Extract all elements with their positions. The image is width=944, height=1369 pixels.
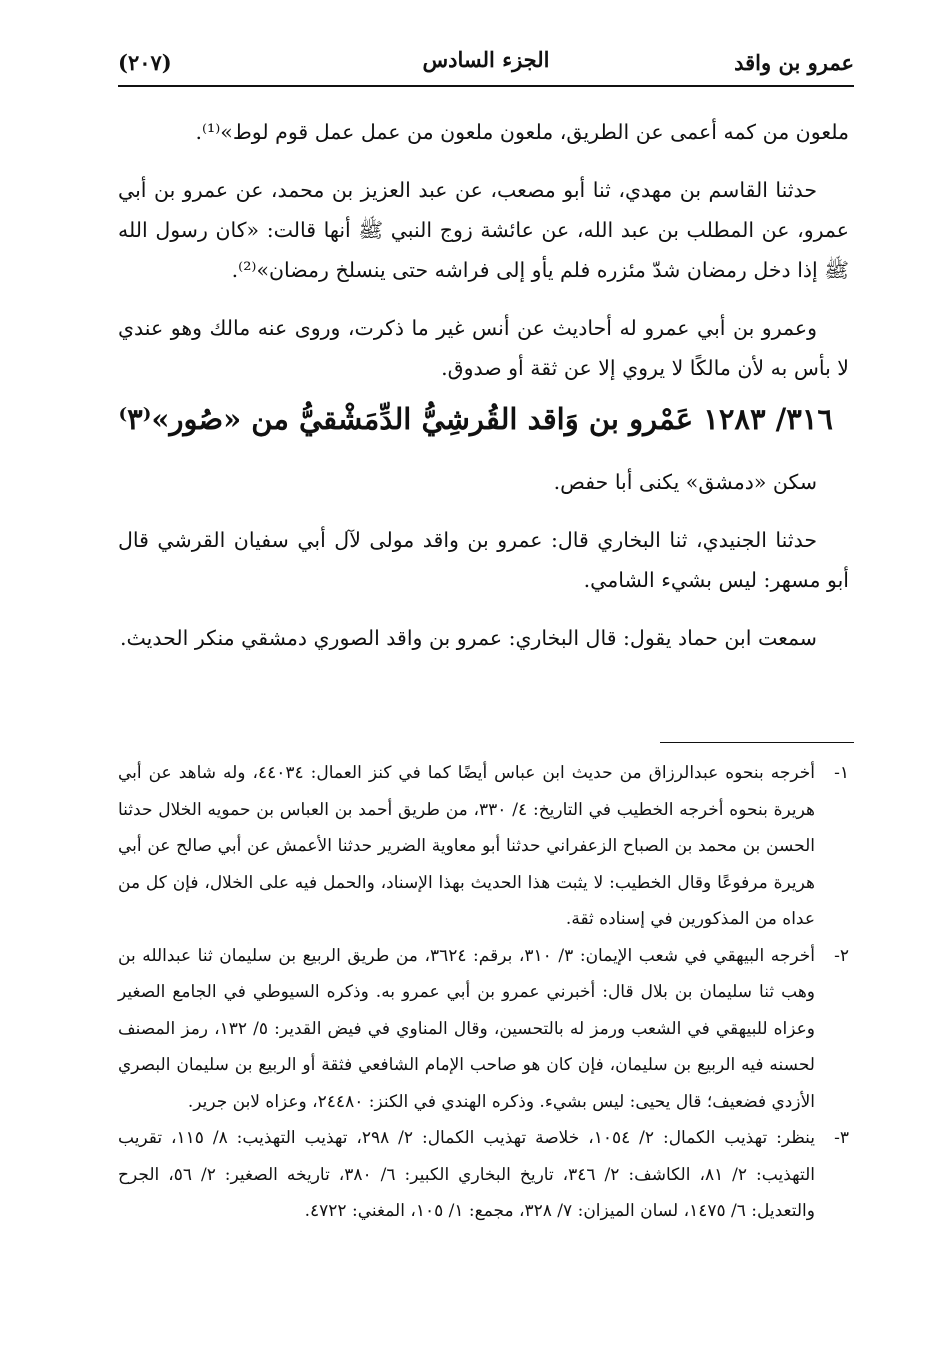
entry-heading: ٣١٦/ ١٢٨٣ عَمْرو بن وَاقد القُرشِيُّ الدِّمَشْقيُّ من «صُور»⁽٣⁾: [118, 402, 833, 436]
running-title: عمرو بن واقد: [734, 50, 854, 75]
paragraph: وعمرو بن أبي عمرو له أحاديث عن أنس غير ما ذكرت، وروى عنه مالك وهو عندي لا بأس به لأن مالكًا لا يروي إلا عن ثقة أو صدوق.: [118, 316, 849, 380]
header-divider: [118, 85, 854, 87]
paragraph: حدثنا القاسم بن مهدي، ثنا أبو مصعب، عن عبد العزيز بن محمد، عن عمرو بن أبي عمرو، عن المطلب بن عبد الله، عن عائشة زوج النبي ﷺ أنها قالت: «كان رسول الله ﷺ إذا دخل رمضان شدّ مئزره فلم يأو إلى فراشه حتى ينسلخ رمضان»⁽²⁾.: [118, 178, 849, 282]
page-number: (٢٠٧): [118, 50, 172, 75]
main-text: [118, 112, 849, 676]
footnote-text: أخرجه بنحوه عبدالرزاق من حديث ابن عباس أيضًا كما في كنز العمال: ٤٤٠٣٤، وله شاهد عن أبي هريرة بنحوه أخرجه الخطيب في التاريخ: ٤/ ٣٣٠، من طريق أحمد بن العباس بن حمويه الخلال حدثنا الحسن بن محمد بن الصباح الزعفراني حدثنا أبو معاوية الضرير حدثنا الأعمش عن أبي صالح عن أبي هريرة مرفوعًا وقال الخطيب: لا يثبت هذا الحديث بهذا الإسناد، والحمل فيه على الخلال، فإن كل من عداه من المذكورين في إسناده ثقة.: [118, 763, 815, 929]
footnote-number: ٢-: [834, 945, 849, 966]
part-label: الجزء السادس: [422, 47, 550, 72]
footnote-divider: [660, 742, 854, 743]
footnote-text: أخرجه البيهقي في شعب الإيمان: ٣/ ٣١٠، برقم: ٣٦٢٤، من طريق الربيع بن سليمان ثنا عبدالله بن وهب ثنا سليمان بن بلال قال: أخبرني عمرو بن أبي عمرو به. وذكره السيوطي في الجامع الصغير وعزاه للبيهقي في الشعب ورمز له بالتحسين، وقال المناوي في فيض القدير: ٥/ ١٣٢، رمز المصنف لحسنه فيه الربيع بن سليمان، فإن كان هو صاحب الإمام الشافعي فثقة أو الربيع بن سليمان البصري الأزدي فضعيف؛ قال يحيى: ليس بشيء. وذكره الهندي في الكنز: ٢٤٤٨٠، وعزاه لابن جرير.: [118, 945, 815, 1112]
footnotes: [118, 755, 849, 1230]
paragraph: سكن «دمشق» يكنى أبا حفص.: [553, 470, 817, 494]
footnote-number: ١-: [834, 763, 849, 783]
page-header: [118, 42, 854, 82]
footnote-text: ينظر: تهذيب الكمال: ٢/ ١٠٥٤، خلاصة تهذيب الكمال: ٢/ ٢٩٨، تهذيب التهذيب: ٨/ ١١٥، تقريب التهذيب: ٢/ ٨١، الكاشف: ٢/ ٣٤٦، تاريخ البخاري الكبير: ٦/ ٣٨٠، تاريخه الصغير: ٢/ ٥٦، الجرح والتعديل: ٦/ ١٤٧٥، لسان الميزان: ٧/ ٣٢٨، مجمع: ١/ ١٠٥، المغني: ٤٧٢٢.: [118, 1128, 816, 1221]
paragraph: ملعون من كمه أعمى عن الطريق، ملعون ملعون من عمل عمل قوم لوط»⁽¹⁾.: [195, 120, 849, 144]
footnote: [118, 755, 849, 938]
footnote: [118, 938, 849, 1121]
footnote-number: ٣-: [834, 1128, 849, 1148]
paragraph: سمعت ابن حماد يقول: قال البخاري: عمرو بن واقد الصوري دمشقي منكر الحديث.: [120, 626, 817, 650]
paragraph: حدثنا الجنيدي، ثنا البخاري قال: عمرو بن واقد مولى لآل أبي سفيان القرشي قال أبو مسهر: ليس بشيء الشامي.: [118, 528, 849, 592]
footnote: [118, 1120, 849, 1230]
